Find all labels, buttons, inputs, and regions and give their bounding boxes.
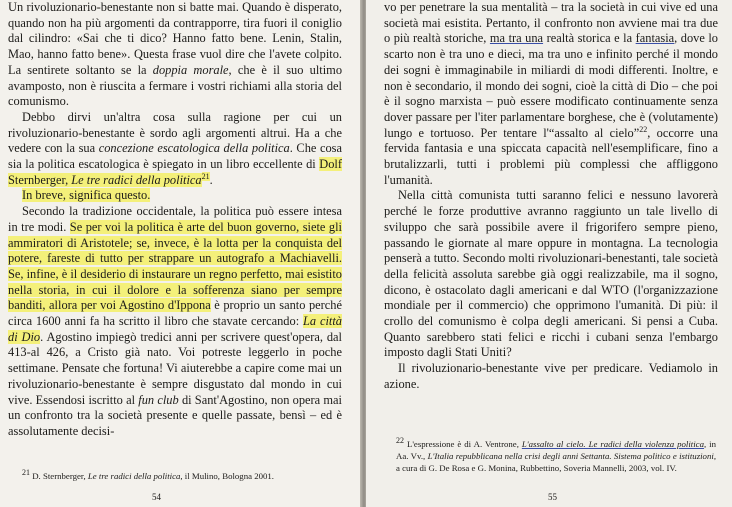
text-run: fun club — [138, 392, 179, 407]
paragraph — [384, 188, 718, 361]
paragraph — [384, 361, 718, 392]
right-page-body — [384, 0, 718, 393]
text-run: , che è il suo ultimo avamposto, non è riuscita a fermare i vostri richiami alla storia del comunismo. — [8, 62, 343, 109]
text-run: ma tra una — [489, 31, 544, 46]
text-run: L'espressione è di A. Ventrone, — [404, 439, 522, 449]
text-run: fantasia — [635, 31, 675, 46]
text-run: , in Aa. Vv., — [396, 439, 716, 461]
text-run: Debbo dirvi un'altra cosa sulla ragione per cui un rivoluzionario-benestante è sordo agli argomenti altrui. Ha a che vedere con la sua — [8, 109, 342, 156]
footnote-ref: 21 — [22, 468, 30, 478]
text-run: Il rivoluzionario-benestante vive per predicare. Vediamolo in azione. — [384, 361, 718, 391]
text-run: Le tre radici della politica — [87, 471, 181, 481]
text-run: di Sant'Agostino, non opera mai un confronto tra la società presente e quelle passate, bensì – ed è assolutamente decisi- — [8, 392, 342, 438]
text-run: , occorre una fervida fantasia e una spiccata capacità nell'esemplificare, fino a brutalizzarli, tutti i problemi più complessi che affliggono l'umanità. — [384, 125, 718, 187]
text-run: L'assalto al cielo. Le radici della violenza politica — [521, 439, 704, 449]
paragraph — [384, 0, 718, 188]
text-run: Un rivoluzionario-benestante non si batte mai. Quando è disperato, quando non ha più argomenti da contrapporre, tira fuori il coniglio dal cilindro: «Sai che ti dico? Hanno fatto bene. Lenin, Stalin, Mao, hanno fatto bene». Questa frase vuol dire che l'avete colpito. La sentirete soltanto se la — [8, 0, 342, 77]
text-run: vo per penetrare la sua mentalità – tra la società in cui vive ed una società mai esistita. Pertanto, il confronto non avviene mai tra due o più realtà storiche, — [384, 0, 718, 46]
text-run: concezione escatologica della politica — [98, 141, 290, 156]
text-run: Nella città comunista tutti saranno felici e nessuno lavorerà perché le forze produttive avranno raggiunto un tale livello di sviluppo che sarà possibile avere il frigorifero sempre pieno, passando le giornate al mare oppure in montagna. La tecnologia penserà a tutto. Secondo molti rivoluzionari-benestanti, tale società della felicità assoluta sarebbe già oggi realizzabile, ma il sogno, dicono, è ostacolato dagli americani e dal WTO (l'organizzazione mondiale per il commercio) che opprimono l'umanità. Di più: il crollo del comunismo è colpa degli americani. Si pensi a Cuba. Quanto sarebbero stati felici e ricchi i cubani senza l'embargo imposto dagli Stati Uniti? — [384, 188, 718, 360]
paragraph — [8, 188, 342, 204]
right-page-footnote — [396, 438, 716, 474]
highlighted-text: 21 — [201, 171, 210, 181]
left-page-body — [8, 0, 342, 440]
left-page-footnote — [22, 470, 342, 482]
text-run: L'Italia repubblicana nella crisi degli anni Settanta. Sistema politico e istituzioni — [427, 451, 714, 461]
text-run: , dove lo scarto non è tra uno e dieci, ma tra uno e infinito perché il mondo dei sogni è immaginabile in miliardi di modi differenti. Inoltre, e non è secondario, il mondo dei sogni, cioè la città di Dio – che poi è il sogno marxista – può essere modificato continuamente senza dover passare per l'iter parlamentare borghese, che è (volutamente) lungo e tortuoso. Per tentare l'“assalto al cielo” — [384, 31, 719, 140]
text-run: . Che cosa sia la politica escatologica è spiegato in un libro eccellente di — [8, 141, 342, 172]
highlighted-text: Le tre radici della politica — [71, 172, 202, 187]
paragraph — [8, 0, 342, 110]
text-run: è proprio un santo perché circa 1600 anni fa ha scritto il libro che stavate cercando: — [8, 298, 343, 329]
right-page — [366, 0, 732, 507]
paragraph — [8, 204, 342, 440]
text-run: realtà storica e la — [543, 31, 636, 46]
left-page-number: 54 — [152, 492, 161, 502]
text-run: , a cura di G. De Rosa e G. Monina, Rubbettino, Soveria Mannelli, 2003, vol. IV. — [396, 451, 717, 473]
highlighted-text: Dolf Sternberger, — [8, 157, 342, 187]
footnote-ref: 22 — [639, 124, 648, 134]
paragraph — [8, 110, 342, 189]
text-run: D. Sternberger, — [30, 471, 88, 481]
left-page — [0, 0, 362, 507]
text-run: . — [209, 172, 213, 187]
text-run: doppia morale — [152, 62, 229, 77]
highlighted-text: La città di Dio — [8, 314, 342, 344]
highlighted-text: In breve, significa questo. — [22, 188, 151, 203]
right-page-number: 55 — [548, 492, 557, 502]
text-run: , il Mulino, Bologna 2001. — [180, 471, 274, 481]
text-run: Secondo la tradizione occidentale, la politica può essere intesa in tre modi. — [8, 204, 342, 234]
highlighted-text: Se per voi la politica è arte del buon governo, siete gli ammiratori di Aristotele; se, invece, è la lotta per la conquista del potere, fareste di tutto per strappare un autografo a Machiavelli. Se, infine, è il desiderio di instaurare un regno perfetto, mai esistito nella storia, in cui il dolore e la sofferenza siano per sempre banditi, allora per voi Agostino d'Ippona — [8, 219, 342, 313]
footnote-ref: 22 — [396, 436, 404, 446]
text-run: . Agostino impiegò tredici anni per scrivere quest'opera, dal 413-al 426, a Cristo già nato. Voi potreste leggerlo in poche settimane. Pensate che fortuna! Vi aiuterebbe a capire come mai un rivoluzionario-benestante è sempre disgustato dal mondo in cui vive. Essendosi iscritto al — [8, 329, 343, 407]
